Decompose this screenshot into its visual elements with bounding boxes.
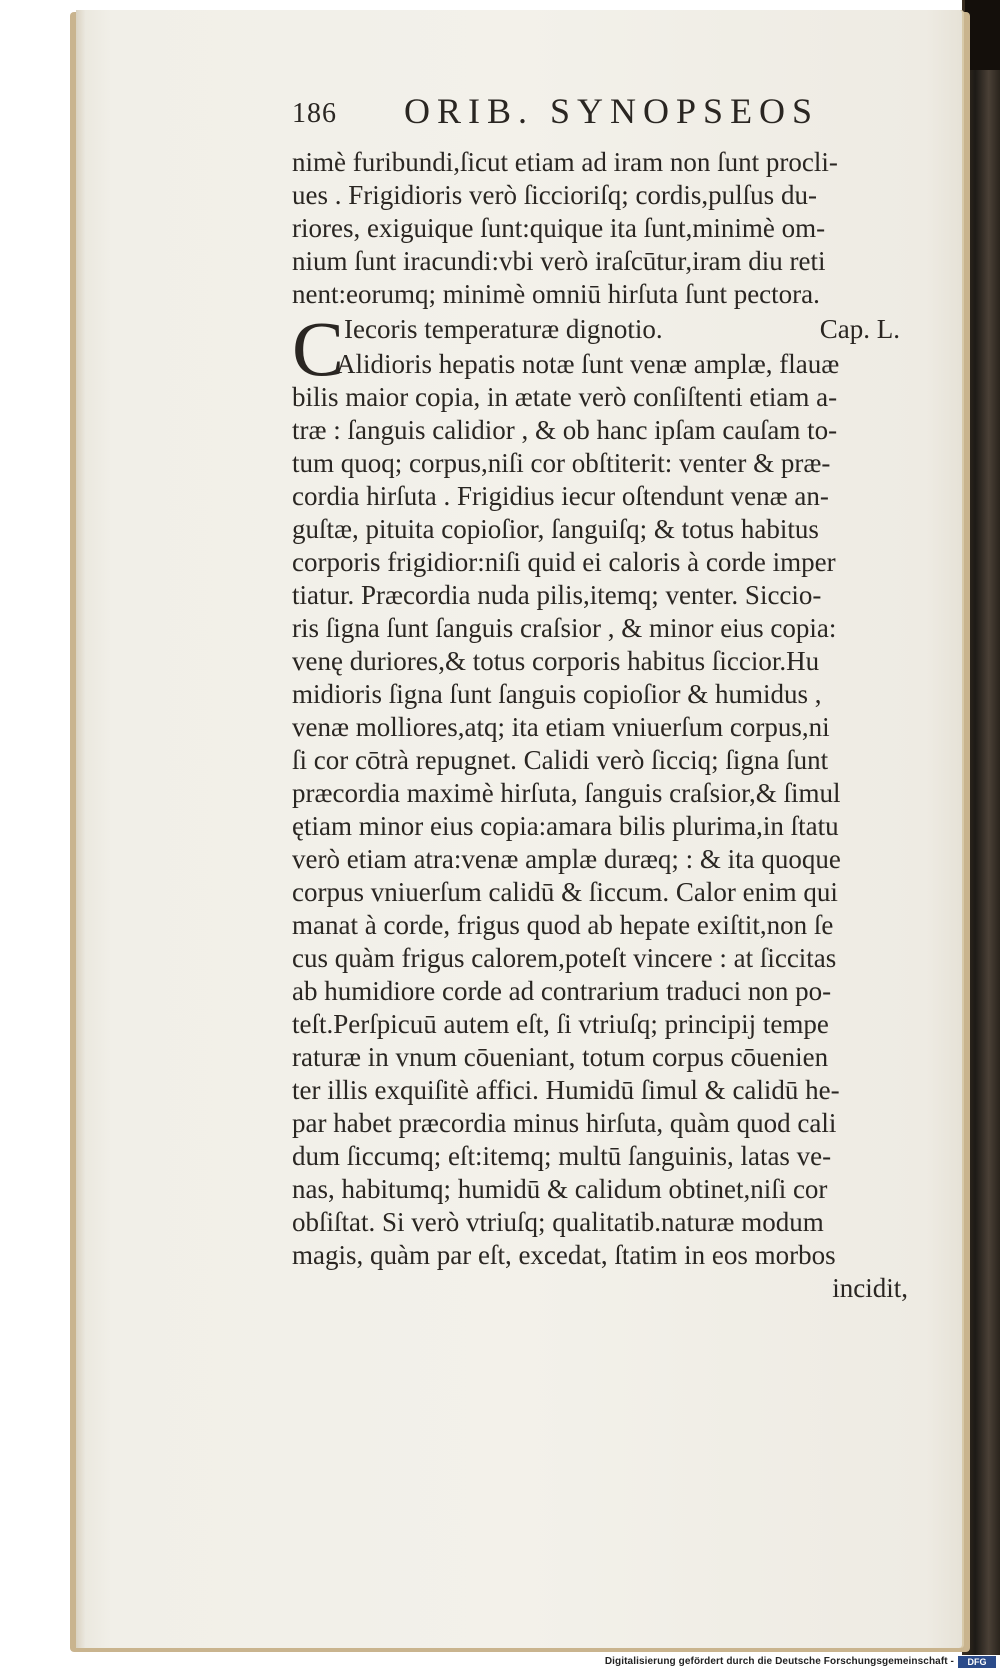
text-line: cus quàm frigus calorem,poteſt vincere : at ſiccitas xyxy=(292,943,837,973)
text-line: træ : ſanguis calidior , & ob hanc ipſam cauſam to- xyxy=(292,415,838,445)
text-line: ues . Frigidioris verò ſiccioriſq; cordis,pulſus du- xyxy=(292,180,817,210)
text-line: corporis frigidior:niſi quid ei caloris à corde imper xyxy=(292,547,836,577)
text-line: Alidioris hepatis notæ ſunt venæ amplæ, flauæ xyxy=(336,349,840,379)
chapter-number: Cap. L. xyxy=(819,314,900,344)
text-line: præcordia maximè hirſuta, ſanguis craſsior,& ſimul xyxy=(292,778,841,808)
text-line: midioris ſigna ſunt ſanguis copioſior & humidus , xyxy=(292,679,822,709)
text-line: cordia hirſuta . Frigidius iecur oſtendunt venæ an- xyxy=(292,481,829,511)
text-line: ętiam minor eius copia:amara bilis plurima,in ſtatu xyxy=(292,811,839,841)
paragraph-before-chapter xyxy=(292,146,970,311)
text-line: venæ molliores,atq; ita etiam vniuerſum corpus,ni xyxy=(292,712,830,742)
text-line: ſi cor cōtrà repugnet. Calidi verò ſicciq; ſigna ſunt xyxy=(292,745,829,775)
text-line: corpus vniuerſum calidū & ſiccum. Calor enim qui xyxy=(292,877,838,907)
text-line: raturæ in vnum cōueniant, totum corpus cōuenien xyxy=(292,1042,829,1072)
binding-corner xyxy=(965,0,1000,70)
text-line: venę duriores,& totus corporis habitus ſiccior.Hu xyxy=(292,646,820,676)
chapter-body xyxy=(292,381,970,1272)
text-line: ter illis exquiſitè affici. Humidū ſimul & calidū he- xyxy=(292,1075,840,1105)
text-line: obſiſtat. Si verò vtriuſq; qualitatib.naturæ modum xyxy=(292,1207,824,1237)
page-number: 186 xyxy=(292,98,337,129)
text-line: manat à corde, frigus quod ab hepate exiſtit,non ſe xyxy=(292,910,834,940)
funding-notice: Digitalisierung gefördert durch die Deutsche Forschungsgemeinschaft - xyxy=(604,1656,954,1667)
text-line: tum quoq; corpus,niſi cor obſtiterit: venter & præ- xyxy=(292,448,831,478)
text-line: verò etiam atra:venæ amplæ duræq; : & ita quoque xyxy=(292,844,841,874)
text-line: riores, exiguique ſunt:quique ita ſunt,minimè om- xyxy=(292,213,826,243)
text-line: guſtæ, pituita copioſior, ſanguiſq; & totus habitus xyxy=(292,514,819,544)
text-line: teſt.Perſpicuū autem eſt, ſi vtriuſq; principij tempe xyxy=(292,1009,829,1039)
text-line: nimè furibundi,ſicut etiam ad iram non ſunt procli- xyxy=(292,147,838,177)
text-line: ris ſigna ſunt ſanguis craſsior , & minor eius copia: xyxy=(292,613,837,643)
text-line: dum ſiccumq; eſt:itemq; multū ſanguinis, latas ve- xyxy=(292,1141,832,1171)
chapter-title: Iecoris temperaturæ dignotio. xyxy=(344,314,663,344)
catchword: incidit, xyxy=(832,1273,908,1303)
page-header xyxy=(292,90,970,146)
digitization-footer xyxy=(0,1655,1000,1670)
text-line: nium ſunt iracundi:vbi verò iraſcūtur,iram diu reti xyxy=(292,246,826,276)
text-block xyxy=(292,90,970,1305)
text-line: magis, quàm par eſt, excedat, ſtatim in eos morbos xyxy=(292,1240,836,1270)
text-line: tiatur. Præcordia nuda pilis,itemq; venter. Siccio- xyxy=(292,580,822,610)
dfg-logo: DFG xyxy=(958,1656,996,1668)
text-line: nent:eorumq; minimè omniū hirſuta ſunt pectora. xyxy=(292,279,820,309)
running-title: ORIB. SYNOPSEOS xyxy=(404,91,820,131)
dropcap-letter: C xyxy=(292,305,345,392)
chapter-heading xyxy=(292,311,970,348)
text-line: par habet præcordia minus hirſuta, quàm quod cali xyxy=(292,1108,837,1138)
text-line: bilis maior copia, in ætate verò conſiſtenti etiam a- xyxy=(292,382,838,412)
page-gutter-shadow xyxy=(76,10,86,1648)
text-line: nas, habitumq; humidū & calidum obtinet,niſi cor xyxy=(292,1174,828,1204)
text-line: ab humidiore corde ad contrarium traduci non po- xyxy=(292,976,832,1006)
